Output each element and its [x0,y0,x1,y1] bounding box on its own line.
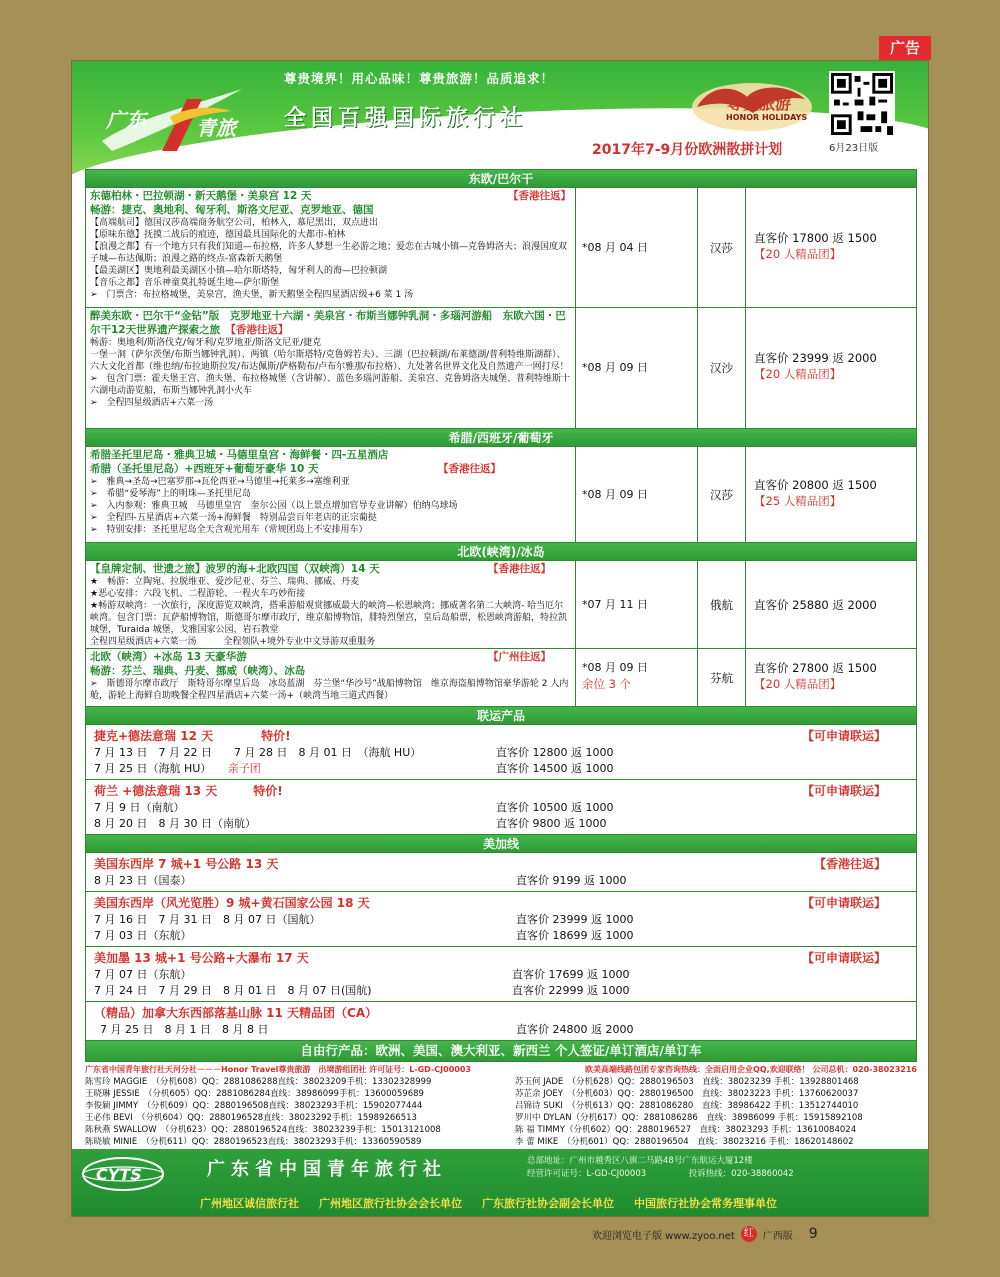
tour-airline: 汉沙 [710,361,733,375]
tour-airline: 汉莎 [710,487,733,502]
edition-label: 广西版 [762,1230,793,1242]
tour-price: 直客价 20800 返 1500 [754,477,877,492]
website-link[interactable]: 欢迎浏览电子版 www.zyoo.net [592,1230,735,1242]
product-tag: 【可申请联运】 [801,729,886,743]
tour-line: 【浪漫之都】有一个地方只有我们知道—布拉格，许多人梦想一生必游之地；爱恋在古城小镇—克鲁姆洛夫；浪漫国度双子城—布达佩斯；浪漫之路的终点-富森新天鹅堡 [90,242,568,264]
tour-tag: 【广州往返】 [488,651,551,663]
tour-line: 【原味东德】抚摸二战后的痕迹，德国最具国际化的大都市-柏林 [90,230,346,240]
contact-left: 王晓琳 JESSIE （分机605）QQ：2881086284直线：38986099手机：13600059689 [85,1089,424,1099]
product-tag: 【可申请联运】 [801,896,886,910]
tour-row [86,649,916,707]
product-price: 直客价 9199 返 1000 [516,874,627,887]
tour-date: *08 月 09 日 [582,660,648,674]
contact-row [85,1088,917,1100]
contact-left: 陈秋燕 SWALLOW （分机623）QQ：2880196524直线：38023239手机：15013121008 [85,1125,441,1135]
page [71,60,929,1217]
tour-row [86,188,916,308]
product-price: 直客价 9800 返 1000 [496,817,607,830]
tour-line: ➢ 入内参观：雅典卫城 马德里皇宫 奎尔公园（以上景点增加官导专业讲解）伯纳乌球场 [90,501,458,511]
product-tag: 【可申请联运】 [801,784,886,798]
tour-airline: 汉莎 [710,240,733,255]
ad-tag: 广告 [879,36,931,60]
product-price: 直客价 22999 返 1000 [512,984,630,997]
product-title: （精品）加拿大东西部落基山脉 11 天精品团（CA） [94,1006,378,1020]
product-price: 直客价 12800 返 1000 [496,746,614,759]
tour-title: 希腊圣托里尼岛・雅典卫城・马德里皇宫・海鲜餐・四-五星酒店 [90,449,389,461]
product-dates: 7 月 24 日 7 月 29 日 8 月 01 日 8 月 07 日(国航) [94,984,372,997]
product-tag: 【香港往返】 [813,857,886,871]
honor-brand-english: HONOR HOLIDAYS [726,113,808,122]
tour-tag: 【香港往返】 [488,563,551,575]
honor-brand-name: 尊贵旅游 [727,94,792,113]
contact-left: 李俊颖 JIMMY （分机609）QQ：2880196508直线：38023293手机：15902077444 [85,1101,423,1111]
tour-line: ➢ 门票含：布拉格城堡，美泉宫，渔夫堡，新天鹅堡全程四星酒店级+6 菜 1 汤 [90,290,414,300]
tour-date: *08 月 09 日 [582,361,648,374]
tour-line: 【最美湖区】奥地利最美湖区小镇—哈尔斯塔特，匈牙利人的海—巴拉顿湖 [90,266,388,276]
footer-title: 广东省中国青年旅行社 [207,1159,447,1180]
footer-address: 总部地址：广州市越秀区八旗二马路48号广东航运大厦12楼 [527,1156,753,1166]
tour-line: ★畅游双峡湾：一次旅行，深度游览双峡湾，搭乘游船观赏挪威最大的峡湾—松恩峡湾；挪威著名第二大峡湾- 哈当厄尔峡湾。包含门票：瓦萨船博物馆，斯德哥尔摩市政厅，维京船博物馆，腓特烈堡宫，皇后岛船票，松恩峡湾游船，特拉凯城堡，Turaida 城堡，戈雅国家公园，岩石教堂 [90,601,568,635]
tour-line: ➢ 特别安排：圣托里尼岛全天含观光用车（常规团岛上不安排用车） [90,525,368,535]
joint-product [86,725,916,780]
product-dates: 7 月 16 日 7 月 31 日 8 月 07 日（国航） [94,913,321,926]
footer-unit: 广东旅行社协会副会长单位 [482,1197,614,1210]
tour-title: 醉美东欧・巴尔干“金钻”版 克罗地亚十六湖・美泉宫・布斯当娜钟乳洞・多瑙河游船 东欧六国・巴尔干12天世界遗产探索之旅 [90,310,566,336]
tour-price: 直客价 25880 返 2000 [754,597,877,612]
tour-price: 直客价 27800 返 1500 [754,660,877,675]
product-title: 荷兰 +德法意瑞 13 天 特价! [94,784,283,798]
header-title: 全国百强国际旅行社 [284,106,528,131]
footer [72,1149,929,1217]
contacts-header-right: 欧美高端线路包团专家咨询热线：全面启用企业QQ,欢迎联络！ 公司总机：020-38023216 [585,1065,917,1074]
contact-row [85,1100,917,1112]
plan-title: 2017年7-9月份欧洲散拼计划 [592,142,783,158]
tour-tag: 【香港往返】 [438,463,501,475]
contact-right: 苏玉何 JADE （分机628）QQ：2880196503 直线：38023239 手机：13928801468 [515,1077,859,1087]
tour-note: 【20 人精品团】 [754,246,842,261]
contact-row [85,1112,917,1124]
product-dates: 7 月 25 日（海航 HU） [94,762,228,775]
svg-text:CYTS: CYTS [96,1165,142,1184]
tour-row [86,561,916,649]
tour-note: 【25 人精品团】 [754,493,842,508]
tour-remaining: 余位 3 个 [582,676,632,691]
contact-row [85,1076,917,1088]
tour-line: ➢ 斯德哥尔摩市政厅 斯特哥尔摩皇后岛 冰岛蓝湖 芬兰堡“华沙号”战船博物馆 维京海盗船博物馆豪华游轮 2 人内舱，游轮上海鲜自助晚餐全程四星酒店+六菜一汤+（峡湾当地三道式西餐） [90,679,569,701]
svg-text:广东: 广东 [106,108,146,132]
free-travel-banner: 自由行产品：欧洲、美国、澳大利亚、新西兰 个人签证/单订酒店/单订车 [86,1041,916,1061]
contacts-block [85,1064,917,1148]
product-dates: 7 月 13 日 7 月 22 日 7 月 28 日 8 月 01 日 （海航 HU） [94,746,422,759]
tour-table [85,169,917,1062]
tour-title: 【皇牌定制、世遗之旅】波罗的海+北欧四国（双峡湾）14 天 [90,563,380,575]
svg-text:青旅: 青旅 [196,116,236,140]
edition-date: 6月23日版 [829,143,879,154]
product-dates: 7 月 9 日（南航） [94,801,185,814]
product-title: 美加墨 13 城+1 号公路+大瀑布 17 天 [94,951,309,965]
product-price: 直客价 14500 返 1000 [496,762,614,775]
tour-note: 【20 人精品团】 [754,367,842,381]
tour-date: *08 月 04 日 [582,240,648,254]
tour-tag: 【香港往返】 [508,190,571,202]
hong-badge-icon: 红 [741,1226,757,1242]
tour-subtitle: 畅游：捷克、奥地利、匈牙利、斯洛文尼亚、克罗地亚、德国 [90,204,374,216]
tour-line: 【高端航司】德国汉莎高端商务航空公司，柏林入，慕尼黑出，双点进出 [90,218,379,228]
bottom-bar [592,1226,818,1242]
tour-line: 【音乐之都】音乐神童莫扎特诞生地—萨尔斯堡 [90,278,280,288]
tour-title: 东德柏林・巴拉顿湖・新天鹅堡・美泉宫 12 天 [90,190,312,202]
section-america: 美加线 [86,835,916,853]
contact-right: 陈 福 TIMMY（分机602）QQ：2880196527 直线：38023293 手机：13610084024 [515,1125,857,1135]
section-north-europe: 北欧(峡湾)/冰岛 [86,543,916,561]
product-dates: 7 月 03 日（东航） [94,929,192,942]
america-product [86,892,916,947]
tour-airline: 俄航 [710,597,733,612]
tour-date: *07 月 11 日 [582,597,648,611]
footer-unit: 广州地区诚信旅行社 [200,1197,299,1210]
tour-date: *08 月 09 日 [582,487,648,501]
tour-row [86,447,916,543]
product-price: 直客价 10500 返 1000 [496,801,614,814]
america-product [86,1002,916,1041]
contact-right: 李 蕾 MIKE （分机601）QQ：2880196504 直线：38023216 手机：18620148602 [515,1137,854,1147]
family-tour-label: 亲子团 [227,762,261,775]
tour-line: ➢ 全程四-五星酒店+六菜一汤+海鲜餐 特别品尝百年老店的正宗葡挞 [90,513,377,523]
america-product [86,947,916,1002]
product-dates: 8 月 23 日（国泰） [94,874,192,887]
tour-note: 【20 人精品团】 [754,676,842,691]
tour-line: 一堡一洞（萨尔茨堡/布斯当娜钟乳洞）、两镇（哈尔斯塔特/克鲁姆若夫）、三湖（巴拉顿湖/布莱德湖/普利特维斯湖群）、六大文化首都（维也纳/布拉迪斯拉发/布达佩斯/萨格勒布/卢布尔雅那/布拉格）、九处著名世界文化及自然遗产一网打尽！ [90,350,569,372]
product-title: 美国东西岸 7 城+1 号公路 13 天 [94,857,279,871]
product-price: 直客价 17699 返 1000 [512,968,630,981]
tour-subtitle: 畅游：芬兰、瑞典、丹麦、挪威（峡湾）、冰岛 [90,665,306,677]
contact-left: 王必伟 BEVI （分机604）QQ：2880196528直线：38023292手机：15989266513 [85,1113,417,1123]
joint-product [86,780,916,835]
footer-unit: 中国旅行社协会常务理事单位 [634,1197,777,1210]
contact-right: 吕锦诗 SUKI （分机613）QQ：2881086280 直线：38986422 手机：13512744010 [515,1101,859,1111]
contacts-header-left: 广东省中国青年旅行社天河分社－－－Honor Travel尊贵旅游 出境游组团社 许可证号：L-GD-CJ00003 [85,1065,471,1074]
tour-line: ★恶心安排：六段飞机、二程游轮、一程火车巧妙衔接 [90,589,306,599]
tour-line: ➢ 全程四星级酒店+六菜一汤 [90,398,214,408]
tour-price: 直客价 17800 返 1500 [754,230,877,245]
product-title: 捷克+德法意瑞 12 天 特价! [94,729,291,743]
product-price: 直客价 18699 返 1000 [516,929,634,942]
footer-unit: 广州地区旅行社协会会长单位 [319,1197,462,1210]
tour-line: ➢ 包含门票：霍夫堡王宫、渔夫堡、布拉格城堡（含讲解）、蓝色多瑙河游船、美泉宫、克鲁姆洛夫城堡、普利特维斯十六湖电动游览船，布斯当娜钟乳洞小火车 [90,374,571,396]
header [72,61,929,179]
tour-line: 全程四星级酒店+六菜一汤 全程领队+境外专业中文导游双重服务 [90,637,376,647]
section-greece: 希腊/西班牙/葡萄牙 [86,429,916,447]
america-product [86,853,916,892]
tour-price: 直客价 23999 返 2000 [754,351,877,365]
cyts-logo-icon [80,1155,166,1193]
product-dates: 7 月 07 日（东航） [94,968,192,981]
tour-line: 畅游：奥地利/斯洛伐克/匈牙利/克罗地亚/斯洛文尼亚/捷克 [90,338,322,348]
contact-row [85,1136,917,1148]
product-dates: 8 月 20 日 8 月 30 日（南航） [94,817,256,830]
contact-left: 陈晓敏 MINIE （分机611）QQ：2880196523直线：38023293手机：13360590589 [85,1137,422,1147]
footer-license: 经营许可证号：L-GD-CJ00003 投诉热线：020-38860042 [527,1169,794,1179]
contact-right: 罗川中 DYLAN（分机617）QQ：2881086286 直线：38986099 手机：15915892108 [515,1113,863,1123]
contact-row [85,1124,917,1136]
product-price: 直客价 24800 返 2000 [516,1023,634,1036]
qr-code-icon [829,71,895,137]
page-number: 9 [808,1226,818,1242]
tour-line: ➢ 希腊“爱琴海”上的明珠—圣托里尼岛 [90,489,251,499]
product-dates: 7 月 25 日 8 月 1 日 8 月 8 日 [100,1023,269,1036]
tour-title: 北欧（峡湾）+冰岛 13 天豪华游 [90,651,247,663]
section-joint: 联运产品 [86,707,916,725]
contact-left: 陈雪玲 MAGGIE （分机608）QQ：2881086288直线：38023209手机：13302328999 [85,1077,432,1087]
tour-line: ➢ 雅典→圣岛→巴塞罗那→瓦伦西亚→马德里→托莱多→塞维利亚 [90,477,350,487]
section-east-europe: 东欧/巴尔干 [86,170,916,188]
product-title: 美国东西岸（风光览胜）9 城+黄石国家公园 18 天 [94,896,370,910]
contact-right: 苏芷余 JOEY （分机603）QQ：2880196500 直线：38023223 手机：13760620037 [515,1089,859,1099]
tour-airline: 芬航 [710,670,733,685]
tour-row [86,308,916,429]
brand-logo [92,81,262,157]
tour-line: ★ 畅游：立陶宛、拉脱维亚、爱沙尼亚、芬兰、瑞典、挪威、丹麦 [90,577,360,587]
header-slogan: 尊贵境界！用心品味！尊贵旅游！品质追求！ [284,71,555,86]
tour-tag: 【香港往返】 [230,324,289,336]
tour-title-2: 希腊（圣托里尼岛）+西班牙+葡萄牙豪华 10 天 [90,463,319,475]
product-tag: 【可申请联运】 [801,951,886,965]
product-price: 直客价 23999 返 1000 [516,913,634,926]
